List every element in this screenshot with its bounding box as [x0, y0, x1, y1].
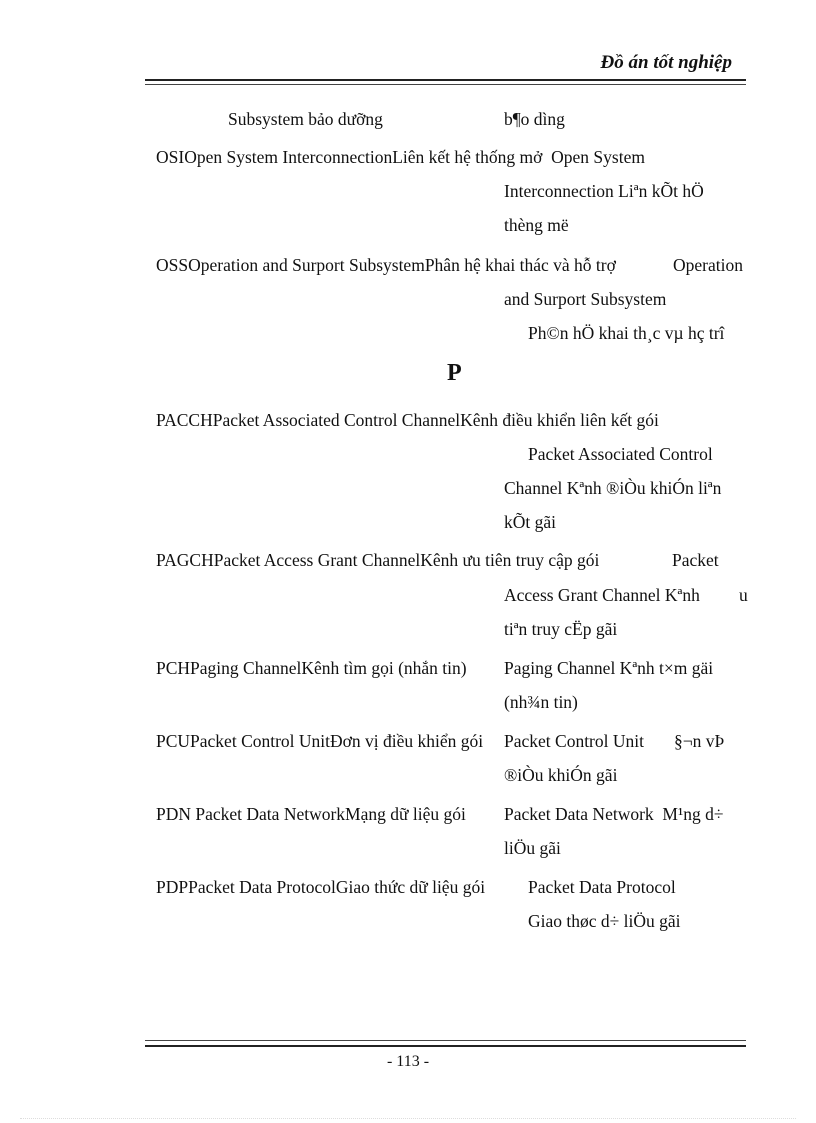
text-line: Packet Control Unit — [504, 731, 644, 751]
text-line: Giao thøc d÷ liÖu gãi — [528, 911, 681, 931]
text-line: Subsystem bảo dưỡng — [228, 109, 383, 129]
header-rule-thick — [145, 79, 746, 81]
text-line: tiªn truy cËp gãi — [504, 619, 618, 639]
text-line: PAGCHPacket Access Grant ChannelKênh ưu tiên truy cập gói — [156, 550, 600, 570]
text-line: PDN Packet Data NetworkMạng dữ liệu gói — [156, 804, 466, 824]
text-line: OSSOperation and Surport SubsystemPhân hệ khai thác và hỗ trợ — [156, 255, 616, 275]
text-line: PACCHPacket Associated Control ChannelKênh điều khiển liên kết gói — [156, 410, 659, 430]
page-number: - 113 - — [386, 1053, 430, 1070]
text-line: Packet Data Network M¹ng d÷ — [504, 804, 724, 824]
page-header-title: Đồ án tốt nghiệp — [600, 52, 732, 73]
text-line: §¬n vÞ — [674, 731, 725, 751]
text-line: b¶o dìng — [504, 109, 565, 129]
text-line: ®iÒu khiÓn gãi — [504, 765, 618, 785]
text-line: PCHPaging ChannelKênh tìm gọi (nhắn tin) — [156, 658, 467, 678]
text-line: Packet — [672, 550, 719, 570]
text-line: u — [739, 585, 748, 605]
text-line: and Surport Subsystem — [504, 289, 667, 309]
text-line: Packet Associated Control — [528, 444, 713, 464]
footer-rule-thin — [145, 1040, 746, 1041]
text-line: Ph©n hÖ khai th¸c vµ hç trî — [528, 323, 725, 343]
text-line: OSIOpen System InterconnectionLiên kết hệ thống mở Open System — [156, 147, 645, 167]
text-line: (nh¾n tin) — [504, 692, 578, 712]
text-line: Paging Channel Kªnh t×m gäi — [504, 658, 714, 678]
header-rule-thin — [145, 84, 746, 85]
text-line: thèng më — [504, 215, 569, 235]
page-edge-dots — [20, 1118, 796, 1119]
text-line: Packet Data Protocol — [528, 877, 676, 897]
text-line: Operation — [673, 255, 743, 275]
text-line: kÕt gãi — [504, 512, 557, 532]
text-line: PCUPacket Control UnitĐơn vị điều khiển gói — [156, 731, 484, 751]
section-letter: P — [447, 360, 462, 386]
text-line: Channel Kªnh ®iÒu khiÓn liªn — [504, 478, 722, 498]
text-line: Interconnection Liªn kÕt hÖ — [504, 181, 704, 201]
footer-rule-thick — [145, 1045, 746, 1047]
text-line: liÖu gãi — [504, 838, 561, 858]
text-line: Access Grant Channel Kªnh — [504, 585, 700, 605]
text-line: PDPPacket Data ProtocolGiao thức dữ liệu gói — [156, 877, 486, 897]
